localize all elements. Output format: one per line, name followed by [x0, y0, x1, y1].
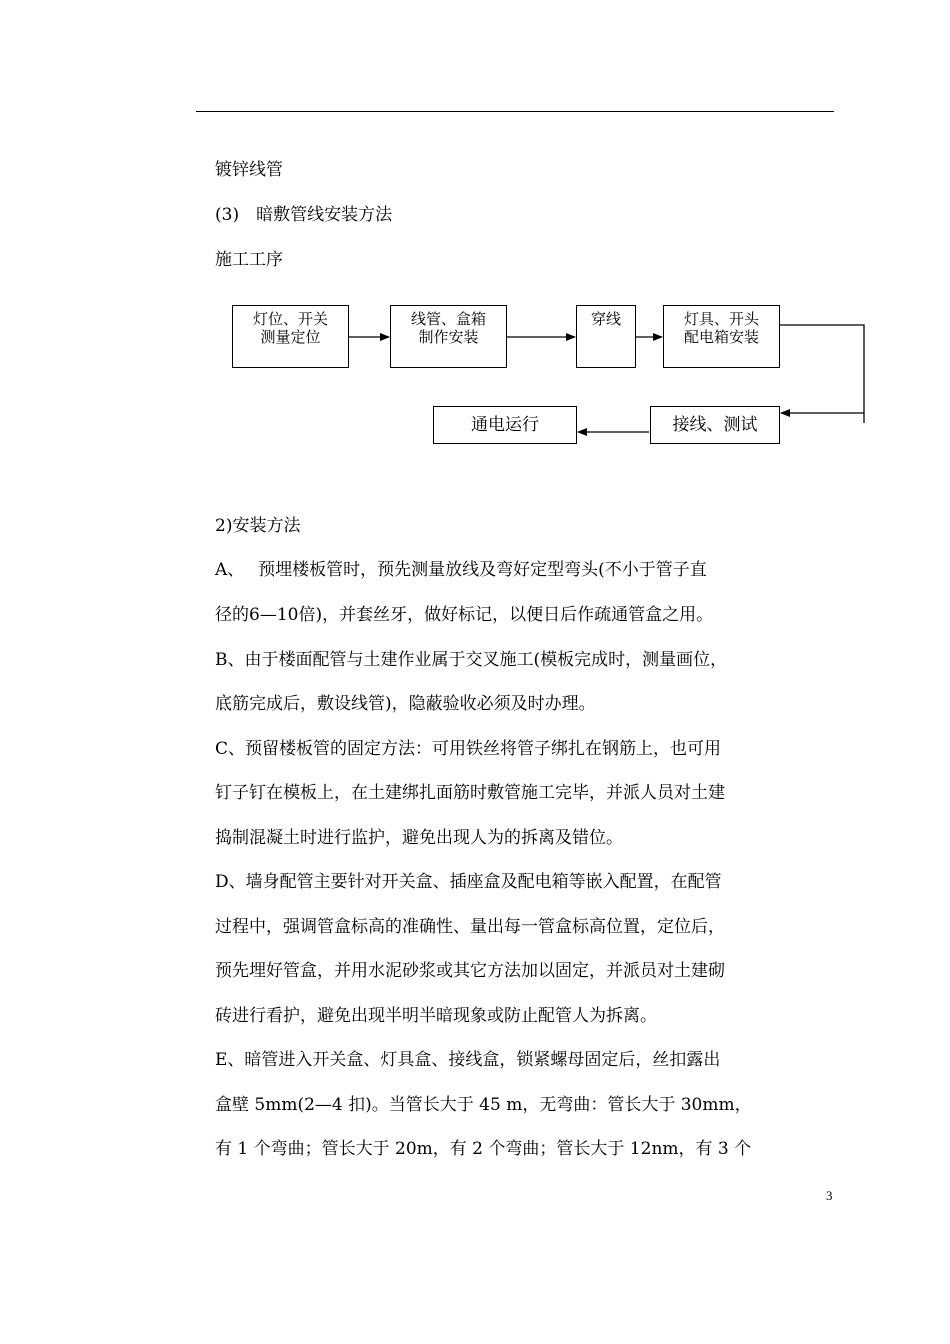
paragraph-line: 砖进行看护，避免出现半明半暗现象或防止配管人为拆离。: [215, 1006, 657, 1026]
paragraph-line: 有 1 个弯曲；管长大于 20m，有 2 个弯曲；管长大于 12nm，有 3 个: [215, 1139, 752, 1159]
flow-step-measure-line2: 测量定位: [260, 328, 321, 346]
paragraph-line: 底筋完成后，敷设线管)，隐蔽验收必须及时办理。: [215, 694, 596, 714]
paragraph-line: 径的6—10倍)，并套丝牙，做好标记，以便日后作疏通管盒之用。: [215, 605, 714, 625]
page-number: 3: [826, 1188, 833, 1203]
paragraph-line: C、预留楼板管的固定方法：可用铁丝将管子绑扎在钢筋上，也可用: [215, 739, 722, 759]
flow-step-power-on: [433, 406, 577, 444]
paragraph-line: 过程中，强调管盒标高的准确性、量出每一管盒标高位置，定位后，: [215, 917, 725, 937]
paragraph-line: 预先埋好管盒，并用水泥砂浆或其它方法加以固定，并派员对土建砌: [215, 961, 725, 981]
flow-step-fixtures-line2: 配电箱安装: [683, 328, 759, 346]
paragraph-line: 钉子钉在模板上，在土建绑扎面筋时敷管施工完毕，并派人员对土建: [215, 783, 725, 803]
flow-step-threading-label: 穿线: [590, 310, 621, 328]
flow-step-power-on-label: 通电运行: [471, 415, 539, 435]
flow-step-fixtures: [663, 305, 780, 368]
paragraph-line: 盒壁 5mm(2—4 扣)。当管长大于 45 m，无弯曲：管长大于 30mm，: [215, 1095, 752, 1115]
paragraph-line: D、墙身配管主要针对开关盒、插座盒及配电箱等嵌入配置，在配管: [215, 872, 722, 892]
flow-step-wiring-test: [650, 406, 780, 444]
heading-process: 施工工序: [215, 250, 283, 270]
flow-step-conduit-line2: 制作安装: [418, 328, 479, 346]
flow-step-wiring-test-label: 接线、测试: [672, 415, 758, 435]
flow-step-conduit-line1: 线管、盒箱: [410, 310, 486, 328]
paragraph-line: E、暗管进入开关盒、灯具盒、接线盒，锁紧螺母固定后，丝扣露出: [215, 1050, 721, 1070]
paragraph-line: A、 预埋楼板管时，预先测量放线及弯好定型弯头(不小于管子直: [215, 560, 707, 580]
flow-step-measure: [232, 305, 349, 368]
flow-step-fixtures-line1: 灯具、开头: [683, 310, 759, 328]
flow-step-conduit: [390, 305, 507, 368]
subheading-method: 2)安装方法: [215, 516, 301, 536]
heading-material: 镀锌线管: [215, 160, 283, 180]
flow-step-measure-line1: 灯位、开关: [252, 310, 328, 328]
paragraph-line: 捣制混凝土时进行监护，避免出现人为的拆离及错位。: [215, 828, 623, 848]
paragraph-line: B、由于楼面配管与土建作业属于交叉施工(模板完成时，测量画位，: [215, 650, 728, 670]
connector-step4-right: [780, 325, 864, 423]
heading-section: (3) 暗敷管线安装方法: [215, 205, 393, 225]
flow-step-threading: [576, 305, 636, 368]
